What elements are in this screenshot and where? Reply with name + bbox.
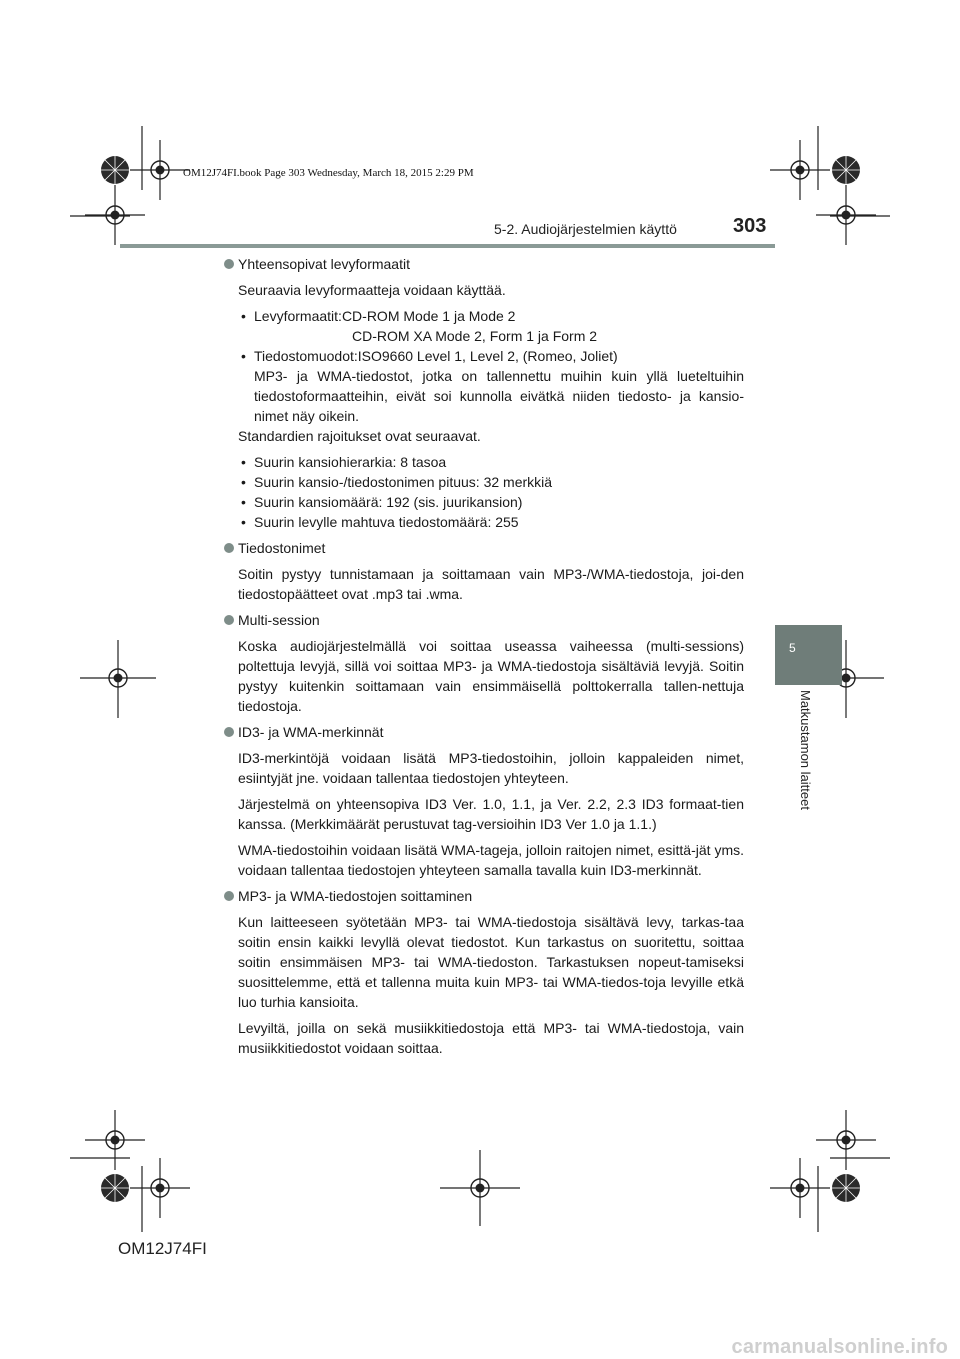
chapter-label: Matkustamon laitteet — [798, 690, 813, 810]
bullet-icon — [224, 891, 234, 901]
tags-paragraph-3: WMA-tiedostoihin voidaan lisätä WMA-tageja, jolloin raitojen nimet, esittä-jät yms. voidaan tallentaa tiedostojen yhteyteen samalla tavalla kuin ID3-merkinnät. — [238, 842, 744, 878]
list-item: • Suurin kansio-/tiedostonimen pituus: 32 merkkiä — [241, 474, 553, 490]
list-item: • Suurin kansiomäärä: 192 (sis. juurikansion) — [241, 494, 523, 510]
disc-formats-value-2: CD-ROM XA Mode 2, Form 1 ja Form 2 — [352, 328, 598, 344]
disc-formats-key: Levyformaatit: — [254, 308, 342, 324]
page-content — [222, 254, 744, 1064]
list-item: • Levyformaatit: CD-ROM Mode 1 ja Mode 2 CD-ROM XA Mode 2, Form 1 ja Form 2 — [238, 306, 744, 346]
filenames-body: Soitin pystyy tunnistamaan ja soittamaan vain MP3-/WMA-tiedostoja, joi-den tiedostopäätteet ovat .mp3 tai .wma. — [238, 566, 744, 602]
section-heading-tags: ID3- ja WMA-merkinnät — [222, 722, 744, 742]
tags-paragraph-1: ID3-merkintöjä voidaan lisätä MP3-tiedostoihin, jolloin kappaleiden nimet, esiintyjät jne. voidaan tallentaa tiedostojen yhteyteen. — [238, 750, 744, 786]
playback-paragraph-1: Kun laitteeseen syötetään MP3- tai WMA-tiedostoja sisältävä levy, tarkas-taa soitin ensin kaikki levyllä olevat tiedostot. Kun tarkastus on suoritettu, soittaa soitin ensimmäisen MP3- tai WMA-tiedoston. Tarkastuksen nopeut-tamiseksi suosittelemme, että et tallenna muita kuin MP3- tai WMA-tiedos-toja levyille etkä luo turhia kansioita. — [238, 914, 744, 1010]
bullet-icon — [224, 727, 234, 737]
formats-intro: Seuraavia levyformaatteja voidaan käyttää. — [238, 282, 506, 298]
multisession-body: Koska audiojärjestelmällä voi soittaa useassa vaiheessa (multi-sessions) poltettuja levyjä, sillä voi soittaa MP3- ja WMA-tiedostoja sisältäviä levyjä. Soitin pystyy kuitenkin soittamaan vain ensimmäisellä polttokerralla tallen-nettuja tiedostoja. — [238, 638, 744, 714]
tags-paragraph-2: Järjestelmä on yhteensopiva ID3 Ver. 1.0, 1.1, ja Ver. 2.2, 2.3 ID3 formaat-tien kanssa. (Merkkimäärät perustuvat tag-versioihin ID3 Ver 1.0 ja 1.1.) — [238, 796, 744, 832]
page-number: 303 — [733, 215, 767, 237]
section-heading-playback: MP3- ja WMA-tiedostojen soittaminen — [222, 886, 744, 906]
list-item: • Suurin levylle mahtuva tiedostomäärä: 255 — [241, 514, 519, 530]
bullet-icon — [224, 543, 234, 553]
section-title: 5-2. Audiojärjestelmien käyttö — [494, 221, 677, 237]
chapter-number: 5 — [789, 641, 796, 655]
list-item: • Suurin kansiohierarkia: 8 tasoa — [241, 454, 447, 470]
file-formats-note: MP3- ja WMA-tiedostot, jotka on tallennettu muihin kuin yllä lueteltuihin tiedostoformaatteihin, eivät soi kunnolla eivätkä niiden tiedosto- ja kansio-nimet näy oikein. — [254, 368, 744, 424]
file-formats-key: Tiedostomuodot: — [254, 348, 358, 364]
section-heading-filenames: Tiedostonimet — [222, 538, 744, 558]
file-formats-value: ISO9660 Level 1, Level 2, (Romeo, Joliet) — [357, 348, 618, 364]
formats-list — [222, 306, 744, 426]
chapter-tab — [775, 625, 842, 685]
manual-code: OM12J74FI — [118, 1239, 207, 1258]
print-info: OM12J74FI.book Page 303 Wednesday, March 18, 2015 2:29 PM — [183, 167, 474, 179]
list-item: • Tiedostomuodot: ISO9660 Level 1, Level 2, (Romeo, Joliet) MP3- ja WMA-tiedostot, jotka on tallennettu muihin kuin yllä lueteltuihin tiedostoformaatteihin, eivät soi kunnolla eivätkä niiden tiedosto- ja kansio-nimet näy oikein. — [241, 348, 744, 424]
section-heading-multisession: Multi-session — [222, 610, 744, 630]
bullet-icon — [224, 259, 234, 269]
bullet-icon — [224, 615, 234, 625]
limits-list — [222, 452, 744, 532]
section-heading-formats: Yhteensopivat levyformaatit — [222, 254, 744, 274]
disc-formats-value: CD-ROM Mode 1 ja Mode 2 — [341, 308, 516, 324]
watermark[interactable]: carmanualsonline.info — [731, 1336, 948, 1358]
header-rule — [120, 244, 775, 248]
playback-paragraph-2: Levyiltä, joilla on sekä musiikkitiedostoja että MP3- tai WMA-tiedostoja, vain musiikkitiedostot voidaan soittaa. — [238, 1020, 744, 1056]
limits-intro: Standardien rajoitukset ovat seuraavat. — [238, 428, 481, 444]
